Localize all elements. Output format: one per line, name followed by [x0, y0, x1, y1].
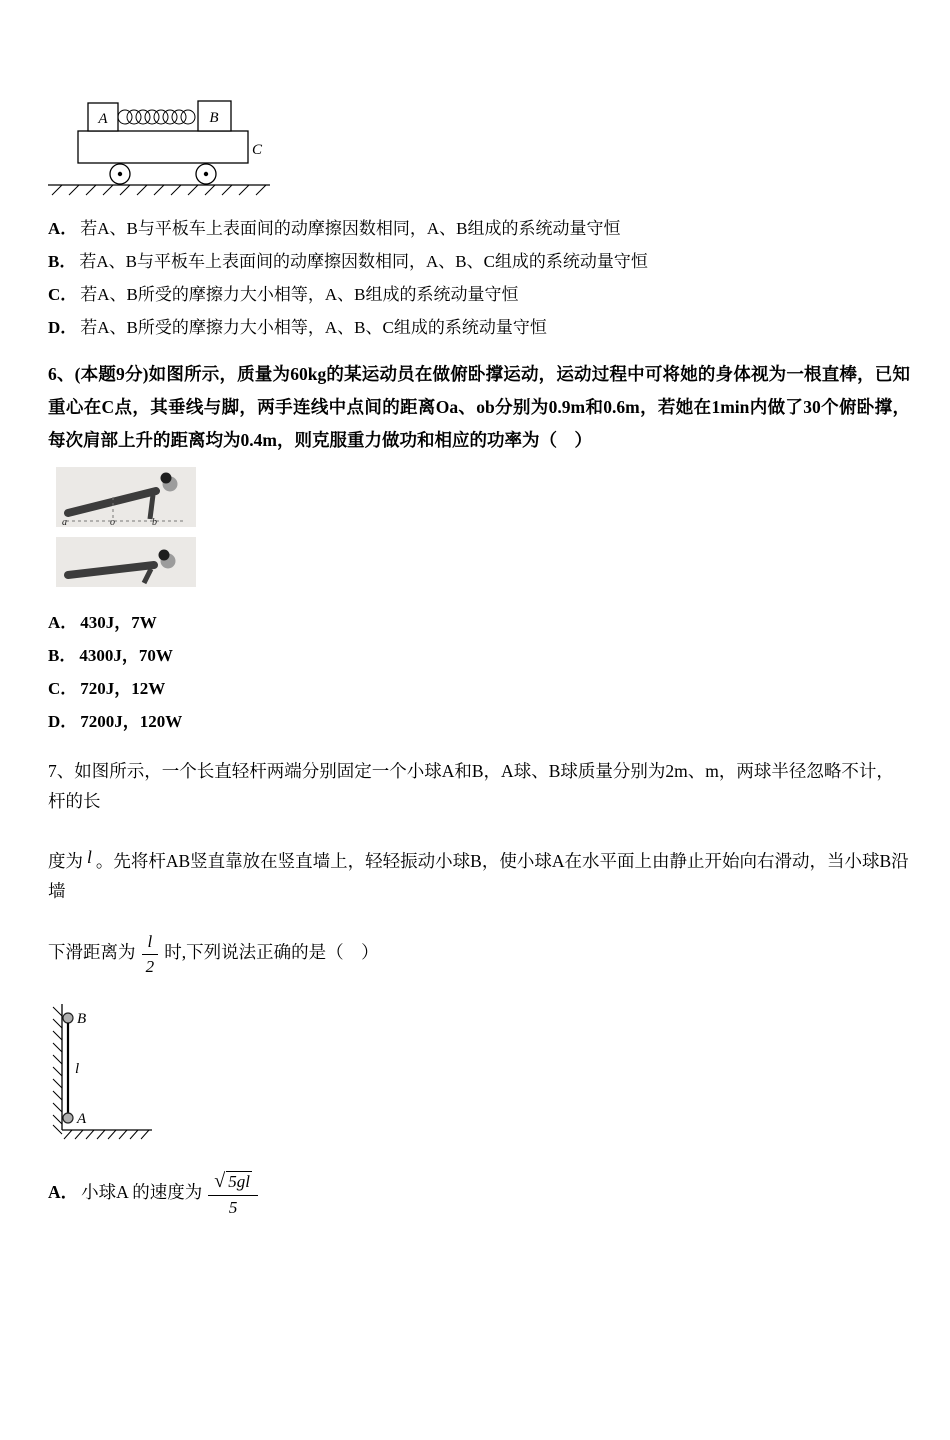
- q6-option-c: [48, 672, 910, 705]
- q5-option-c: [48, 278, 910, 311]
- q7-stem-line3-post: 时,下列说法正确的是（ ）: [164, 942, 379, 963]
- q5-option-b: [48, 245, 910, 278]
- q6-option-d: [48, 705, 910, 738]
- q6-option-b: [48, 639, 910, 672]
- q7-stem-line1: 7、如图所示，一个长直轻杆两端分别固定一个小球A和B，A球、B球质量分别为2m、m，两球半径忽略不计，杆的长: [48, 761, 894, 811]
- q7-stem-line3: [48, 932, 910, 976]
- q6-stem: 6、(本题9分)如图所示，质量为60kg的某运动员在做俯卧撑运动，运动过程中可将她的身体视为一根直棒，已知重心在C点，其垂线与脚，两手连线中点间的距离Oa、ob分别为0.9m和0.6m，若她在1min内做了30个俯卧撑，每次肩部上升的距离均为0.4m，则克服重力做功和相应的功率为（ ）: [48, 364, 910, 450]
- option-label: A．: [48, 1181, 79, 1202]
- option-text: 4300J，70W: [79, 646, 173, 665]
- ground-hatching: [48, 185, 270, 195]
- option-label: B．: [48, 646, 77, 665]
- fraction-numerator: [208, 1170, 258, 1196]
- block-b-label: B: [209, 110, 219, 126]
- option-text: 若A、B所受的摩擦力大小相等，A、B组成的系统动量守恒: [80, 285, 519, 304]
- q7-stem-line3-pre: 下滑距离为: [48, 942, 136, 963]
- option-text: 430J，7W: [80, 613, 157, 632]
- spring-cart-figure: [48, 96, 283, 198]
- q7-option-a: [48, 1170, 910, 1218]
- pushup-label-b: b: [152, 517, 157, 528]
- pushup-label-o: o: [110, 517, 115, 528]
- q5-option-d: [48, 311, 910, 344]
- ball-b-label: B: [77, 1011, 87, 1028]
- q6-options: [48, 606, 910, 738]
- option-label: B．: [48, 252, 77, 271]
- option-label: A．: [48, 219, 78, 238]
- fraction-denominator: 5: [228, 1198, 238, 1218]
- q5-option-a: [48, 212, 910, 245]
- fraction-numerator: l: [142, 932, 159, 955]
- q7-stem-line2-pre: 度为: [48, 851, 83, 871]
- spring-icon: [118, 110, 195, 124]
- sqrt-5gl-over-5: [208, 1170, 258, 1218]
- fraction-denominator: 2: [145, 956, 155, 976]
- rod-wall-figure: [48, 1004, 163, 1154]
- q7-stem-line2-post: 。先将杆AB竖直靠放在竖直墙上，轻轻振动小球B，使小球A在水平面上由静止开始向右滑动，当小球B沿墙: [48, 851, 909, 901]
- pushup-photo-top: [56, 467, 196, 528]
- option-text: 7200J，120W: [80, 712, 183, 731]
- rod-length-variable: l: [87, 847, 92, 867]
- wheel-left-icon: [110, 164, 130, 184]
- pushup-photo-bottom: [56, 537, 196, 587]
- pushup-label-a: a: [62, 517, 67, 528]
- option-text: 若A、B与平板车上表面间的动摩擦因数相同，A、B组成的系统动量守恒: [80, 219, 621, 238]
- exam-page: [0, 96, 950, 1218]
- q6-option-a: [48, 606, 910, 639]
- option-text: 若A、B与平板车上表面间的动摩擦因数相同，A、B、C组成的系统动量守恒: [79, 252, 648, 271]
- ball-a-label: A: [77, 1111, 87, 1128]
- option-label: D．: [48, 318, 78, 337]
- radical-sign: √: [214, 1170, 226, 1193]
- cart-body: [78, 131, 248, 163]
- rod-length-label: l: [75, 1061, 80, 1078]
- option-label: C．: [48, 285, 78, 304]
- q5-options: [48, 212, 910, 344]
- radicand: 5gl: [228, 1172, 250, 1192]
- block-a-label: A: [98, 111, 108, 127]
- pushup-photos: [56, 467, 201, 592]
- option-label: A．: [48, 613, 78, 632]
- q7-stem-line2: [48, 846, 910, 906]
- l-over-2-fraction: [142, 932, 159, 976]
- option-text: 小球A 的速度为: [81, 1181, 203, 1202]
- option-text: 若A、B所受的摩擦力大小相等，A、B、C组成的系统动量守恒: [80, 318, 547, 337]
- wall-hatching: [53, 1004, 62, 1134]
- ball-a: [63, 1113, 73, 1123]
- ball-b: [63, 1013, 73, 1023]
- option-label: C．: [48, 679, 78, 698]
- option-text: 720J，12W: [80, 679, 166, 698]
- wheel-right-icon: [196, 164, 216, 184]
- option-label: D．: [48, 712, 78, 731]
- cart-label: C: [252, 142, 263, 158]
- floor-hatching: [62, 1130, 152, 1139]
